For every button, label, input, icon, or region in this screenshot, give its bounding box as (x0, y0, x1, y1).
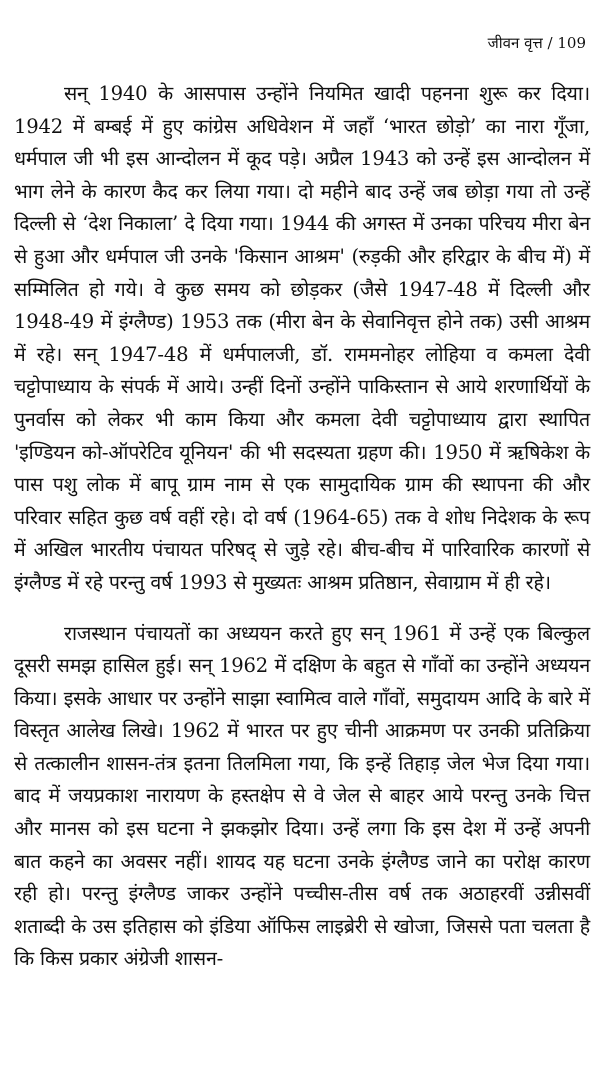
body-text (14, 78, 590, 976)
paragraph-2: राजस्थान पंचायतों का अध्ययन करते हुए सन् 1961 में उन्हें एक बिल्कुल दूसरी समझ हासिल हुई। सन् 1962 में दक्षिण के बहुत से गाँवों का उन्होंने अध्ययन किया। इसके आधार पर उन्होंने साझा स्वामित्व वाले गाँवों, समुदायम आदि के बारे में विस्तृत आलेख लिखे। 1962 में भारत पर हुए चीनी आक्रमण पर उनकी प्रतिक्रिया से तत्कालीन शासन-तंत्र इतना तिलमिला गया, कि इन्हें तिहाड़ जेल भेज दिया गया। बाद में जयप्रकाश नारायण के हस्तक्षेप से वे जेल से बाहर आये परन्तु उनके चित्त और मानस को इस घटना ने झकझोर दिया। उन्हें लगा कि इस देश में उन्हें अपनी बात कहने का अवसर नहीं। शायद यह घटना उनके इंग्लैण्ड जाने का परोक्ष कारण रही हो। परन्तु इंग्लैण्ड जाकर उन्होंने पच्चीस-तीस वर्ष तक अठाहरवीं उन्नीसवीं शताब्दी के उस इतिहास को इंडिया ऑफिस लाइब्रेरी से खोजा, जिससे पता चलता है कि किस प्रकार अंग्रेजी शासन- (14, 621, 590, 971)
running-head: जीवन वृत्त / 109 (487, 34, 586, 52)
paragraph-1: सन् 1940 के आसपास उन्होंने नियमित खादी पहनना शुरू कर दिया। 1942 में बम्बई में हुए कांग्रेस अधिवेशन में जहाँ ‘भारत छोड़ो’ का नारा गूँजा, धर्मपाल जी भी इस आन्दोलन में कूद पड़े। अप्रैल 1943 को उन्हें इस आन्दोलन में भाग लेने के कारण कैद कर लिया गया। दो महीने बाद उन्हें जब छोड़ा गया तो उन्हें दिल्ली से ‘देश निकाला’ दे दिया गया। 1944 की अगस्त में उनका परिचय मीरा बेन से हुआ और धर्मपाल जी उनके 'किसान आश्रम' (रुड़की और हरिद्वार के बीच में) में सम्मिलित हो गये। वे कुछ समय को छोड़कर (जैसे 1947-48 में दिल्ली और 1948-49 में इंग्लैण्ड) 1953 तक (मीरा बेन के सेवानिवृत्त होने तक) उसी आश्रम में रहे। सन् 1947-48 में धर्मपालजी, डॉ. राममनोहर लोहिया व कमला देवी चट्टोपाध्याय के संपर्क में आये। उन्हीं दिनों उन्होंने पाकिस्तान से आये शरणार्थियों के पुनर्वास को लेकर भी काम किया और कमला देवी चट्टोपाध्याय द्वारा स्थापित 'इण्डियन को-ऑपरेटिव यूनियन' की भी सदस्यता ग्रहण की। 1950 में ऋषिकेश के पास पशु लोक में बापू ग्राम नाम से एक सामुदायिक ग्राम की स्थापना की और परिवार सहित कुछ वर्ष वहीं रहे। दो वर्ष (1964-65) तक वे शोध निदेशक के रूप में अखिल भारतीय पंचायत परिषद् से जुड़े रहे। बीच-बीच में पारिवारिक कारणों से इंग्लैण्ड में रहे परन्तु वर्ष 1993 से मुख्यतः आश्रम प्रतिष्ठान, सेवाग्राम में ही रहे। (14, 82, 590, 594)
